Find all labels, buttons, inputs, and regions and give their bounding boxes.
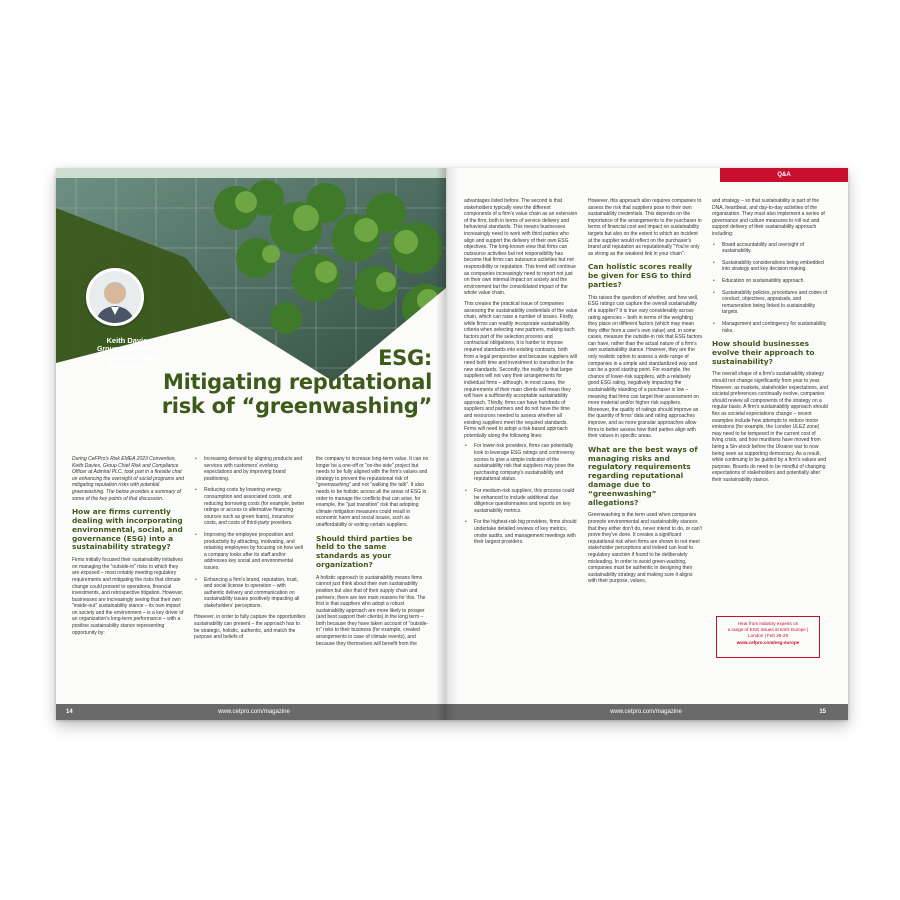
- bullet-item: • Education on sustainability approach.: [712, 278, 828, 285]
- bullet-item: • Sustainability considerations being embedded into strategy and key decision making.: [712, 260, 828, 273]
- body-paragraph: A holistic approach to sustainability means firms cannot just think about their own sustainability position but also that of their supply chain and partners; there are two main reasons for this. The first is that suppliers who adopt a robust sustainability approach are more likely to prosper (and best support their clients) in the long term – both because they have taken account of "outside-in" risks to their business (for example, created arrangements in case of climate events), and because they themselves will benefit from the: [316, 574, 429, 647]
- footer-url: www.cetpro.com/magazine: [218, 709, 290, 715]
- right-column-2: [588, 198, 702, 589]
- speaker-role-2: Compliance Officer: [96, 355, 162, 362]
- page-number: 14: [66, 709, 73, 715]
- bullet-list: [464, 443, 578, 545]
- event-promo-box[interactable]: [716, 616, 820, 658]
- promo-line-2: a range of ESG issues at ESG Europe |: [727, 627, 809, 633]
- promo-line-1: Hear from industry experts on: [737, 621, 799, 626]
- article-headline: [132, 346, 432, 418]
- body-paragraph: Firms initially focused their sustainability initiatives on managing the "outside-in" risks to which they are exposed – most notably meeting regulatory requirements and mitigating the risks that climate change could present to operations, financial investments, and retrospective litigation. However, businesses are increasingly seeing that their own "inside-out" sustainability stance – its own impact on society and the environment – is a key driver of an organization's long-term performance – with a positive sustainability stance representing opportunity by:: [72, 557, 184, 636]
- bullet-item: • Enhancing a firm's brand, reputation, trust, and social license to operation – with authentic delivery and communication on sustainability issues positively impacting all stakeholders' perceptions.: [194, 577, 306, 610]
- bullet-item: • Improving the employee proposition and productivity by attracting, motivating, and retaining employees by focusing on how well a company looks after its staff and/or addresses key social and environmental issues.: [194, 532, 306, 572]
- bullet-item: • Management and contingency for sustainability risks.: [712, 321, 828, 334]
- question-heading: How should businesses evolve their approach to sustainability?: [712, 339, 815, 366]
- bullet-list: [194, 456, 306, 609]
- left-footer: [56, 704, 446, 720]
- right-page: [446, 168, 848, 720]
- headline-line-1: ESG:: [378, 346, 432, 370]
- right-column-3: [712, 198, 828, 488]
- body-paragraph: However, this approach also requires companies to assess the risk that suppliers pose to their own sustainability credentials. This depends on the importance of the arrangements to the purchaser in terms of financial cost and impact on sustainability targets but also on the extent to which an incident at the supplier would reflect on the purchaser's brand and reputation as reputationally "You're only as strong as the weakest link in your chain".: [588, 198, 702, 257]
- left-page: [56, 168, 446, 720]
- right-footer: [446, 704, 848, 720]
- speaker-role-1: Group Chief Risk &: [96, 346, 162, 353]
- body-paragraph: the company to increase long-term value. It can no longer be a one-off or "on-the-side" project but needs to be fully aligned with the firm's values and strategy to prevent the reputational risk of "greenwashing" and not "walking the talk". It also needs to be holistic across all the areas of ESG in order to manage the conflicts that can arise, for example, the "just transition" risk that adopting climate mitigation measures could result in economic harm and social issues, such as unaffordability or exiting certain suppliers.: [316, 456, 429, 528]
- left-column-1: [72, 456, 184, 640]
- magazine-spread: [56, 168, 848, 720]
- speaker-org: Admiral PLC: [107, 364, 150, 371]
- bullet-list: [712, 242, 828, 335]
- promo-line-3: London | Feb 28-29: [747, 633, 789, 639]
- bullet-item: • Board accountability and oversight of sustainability.: [712, 242, 828, 255]
- body-paragraph: advantages listed before. The second is that stakeholders typically view the different components of a firm's value chain as an extension of the firm, both in terms of service delivery and behavioral standards. This means businesses increasingly need to work with third parties who align and support the delivery of their own ESG objectives. The long-known view that firms can outsource activities but not responsibility has become that firms can outsource activities but not responsibility or reputation. This trend will continue as companies increasingly need to report not just on their own internal impact on society and the environment but the consolidated impact of the whole value chain.: [464, 198, 578, 297]
- bullet-item: • For lower-risk providers, firms can potentially look to leverage ESG ratings and controversy scores to give a simple indicator of the sustainability risk that suppliers may pose the purchasing company's sustainability and reputational status.: [464, 443, 578, 483]
- footer-url: www.cetpro.com/magazine: [610, 709, 682, 715]
- promo-link[interactable]: www.cefpro.com/esg-europe: [736, 639, 800, 645]
- body-paragraph: This creates the practical issue of companies assessing the sustainability credentials of the value chain, which can raise a number of issues. Firstly, while firms can readily incorporate sustainability criteria when selecting new partners, making such factors part of the selection process and contractual obligations, it is harder to impose required standards into existing contracts, both from a legal perspective and because suppliers will need both time and investment to transition to the new standards. Secondly, the reality is that larger suppliers will not vary their arrangements for individual firms – although, in most cases, the requirements of their main clients will mean they will have a sufficiently acceptable sustainability approach. Thirdly, firms can have hundreds of suppliers and partners and do not have the time and resources needed to assess whether all existing suppliers meet the required standards. Firms will need to adopt a risk-based approach potentially along the following lines:: [464, 300, 578, 439]
- body-paragraph: Greenwashing is the term used when companies promote environmental and sustainability stances that they either don't do, never intend to do, or can't prove they've done. It creates a significant reputational risk when firms are shown to not meet stakeholder perceptions and indeed can lead to regulatory sanction if found to be deliberately misleading. In order to avoid green-washing, companies must be authentic in designing their sustainability strategy and making sure it aligns with their purpose, values,: [588, 512, 702, 585]
- left-column-2: [194, 456, 306, 645]
- question-heading: How are firms currently dealing with incorporating environmental, social, and governance (ESG) into a sustainability strategy?: [72, 507, 183, 552]
- speaker-name: Keith Davies: [106, 336, 152, 345]
- right-column-1: [464, 198, 578, 551]
- bullet-item: • Increasing demand by aligning products and services with customers' evolving expectations and by improving brand positioning.: [194, 456, 306, 482]
- speaker-avatar: [86, 268, 144, 326]
- bullet-item: • Sustainability policies, procedures and codes of conduct, objectives, appraisals, and remuneration being linked to sustainability targets.: [712, 290, 828, 316]
- bullet-item: • Reducing costs by lowering energy consumption and associated costs, and reducing borrowing costs (for example, better ratings or access to alternative financing sources such as green loans), insurance costs, and costs of third-party providers.: [194, 487, 306, 527]
- section-tag: Q&A: [720, 168, 848, 182]
- left-column-3: [316, 456, 430, 651]
- intro-paragraph: During CeFPro's Risk EMEA 2023 Convention, Keith Davies, Group Chief Risk and Compliance Officer at Admiral PLC, took part in a fireside chat on enhancing the oversight of social programs and mitigating reputation risks with potential greenwashing. The below provides a summary of some of the key points of that discussion.: [72, 456, 185, 502]
- question-heading: Should third parties be held to the same standards as your organization?: [316, 533, 413, 569]
- question-heading: What are the best ways of managing risks and regulatory requirements regarding reputational damage due to “greenwashing” allegations?: [588, 444, 698, 507]
- body-paragraph: The overall shape of a firm's sustainability strategy should not change significantly from year to year. However, as markets, stakeholder expectations, and societal preferences continually evolve, companies should review all components of the strategy on a regular basis. A firm's sustainability approach should flex as societal expectations change – recent examples include how attempts to reduce motor emissions (for example, the London ULEZ zone) may need to be tempered in the current cost of living crisis, and how munitions have moved from being a Sin-stock before the Ukraine war to now being seen as supporting democracy. As a result, while continuing to be guided by a firm's values and purpose, Boards do need to be mindful of changing expectations of stakeholders and potentially alter their sustainability stance.: [712, 371, 828, 483]
- page-number: 15: [819, 709, 826, 715]
- body-paragraph: However, in order to fully capture the opportunities sustainability can present – the approach has to be strategic, holistic, authentic, and match the purpose and beliefs of: [194, 614, 306, 641]
- bullet-item: • For the highest-risk big providers, firms should undertake detailed reviews of key metrics, onsite audits, and management meetings with their largest providers.: [464, 519, 578, 545]
- headline-line-2: Mitigating reputational: [163, 370, 432, 394]
- bullet-item: • For medium-risk suppliers, this process could be enhanced to include additional due diligence questionnaires and reports on key sustainability metrics.: [464, 488, 578, 514]
- question-heading: Can holistic scores really be given for ESG to third parties?: [588, 262, 693, 289]
- body-paragraph: This raises the question of whether, and how well, ESG ratings can capture the overall sustainability of a supplier? It is true vary considerably across rating agencies – both in terms of the weighting they place on different factors (which may mean they differ from a user's own value) and, in some cases, measure the outside-in risk that ESG factors can have, rather than the actual nature of a firm's own sustainability stance. However, they are the only realistic option to assess a wide range of companies in a simple and standardized way and can be a good starting point. For example, the chance of lower-risk suppliers, with a relatively good ESG rating, negatively impacting the sustainability standing of a purchaser is low – meaning that firms can target their assessment on more material and/or higher risk suppliers. Moreover, the quality of ratings should improve as the quantity of firms' data and rating approaches improve, and as more granular approaches allow firms to better assess how third parties align with their values in specific areas.: [588, 294, 702, 440]
- headline-line-3: risk of “greenwashing”: [161, 394, 432, 418]
- body-paragraph: and strategy – so that sustainability is part of the DNA, heartbeat, and day-to-day activities of the organization. They must also implement a series of governance and culture measures to roll out and support delivery of their sustainability approach including:: [712, 198, 825, 237]
